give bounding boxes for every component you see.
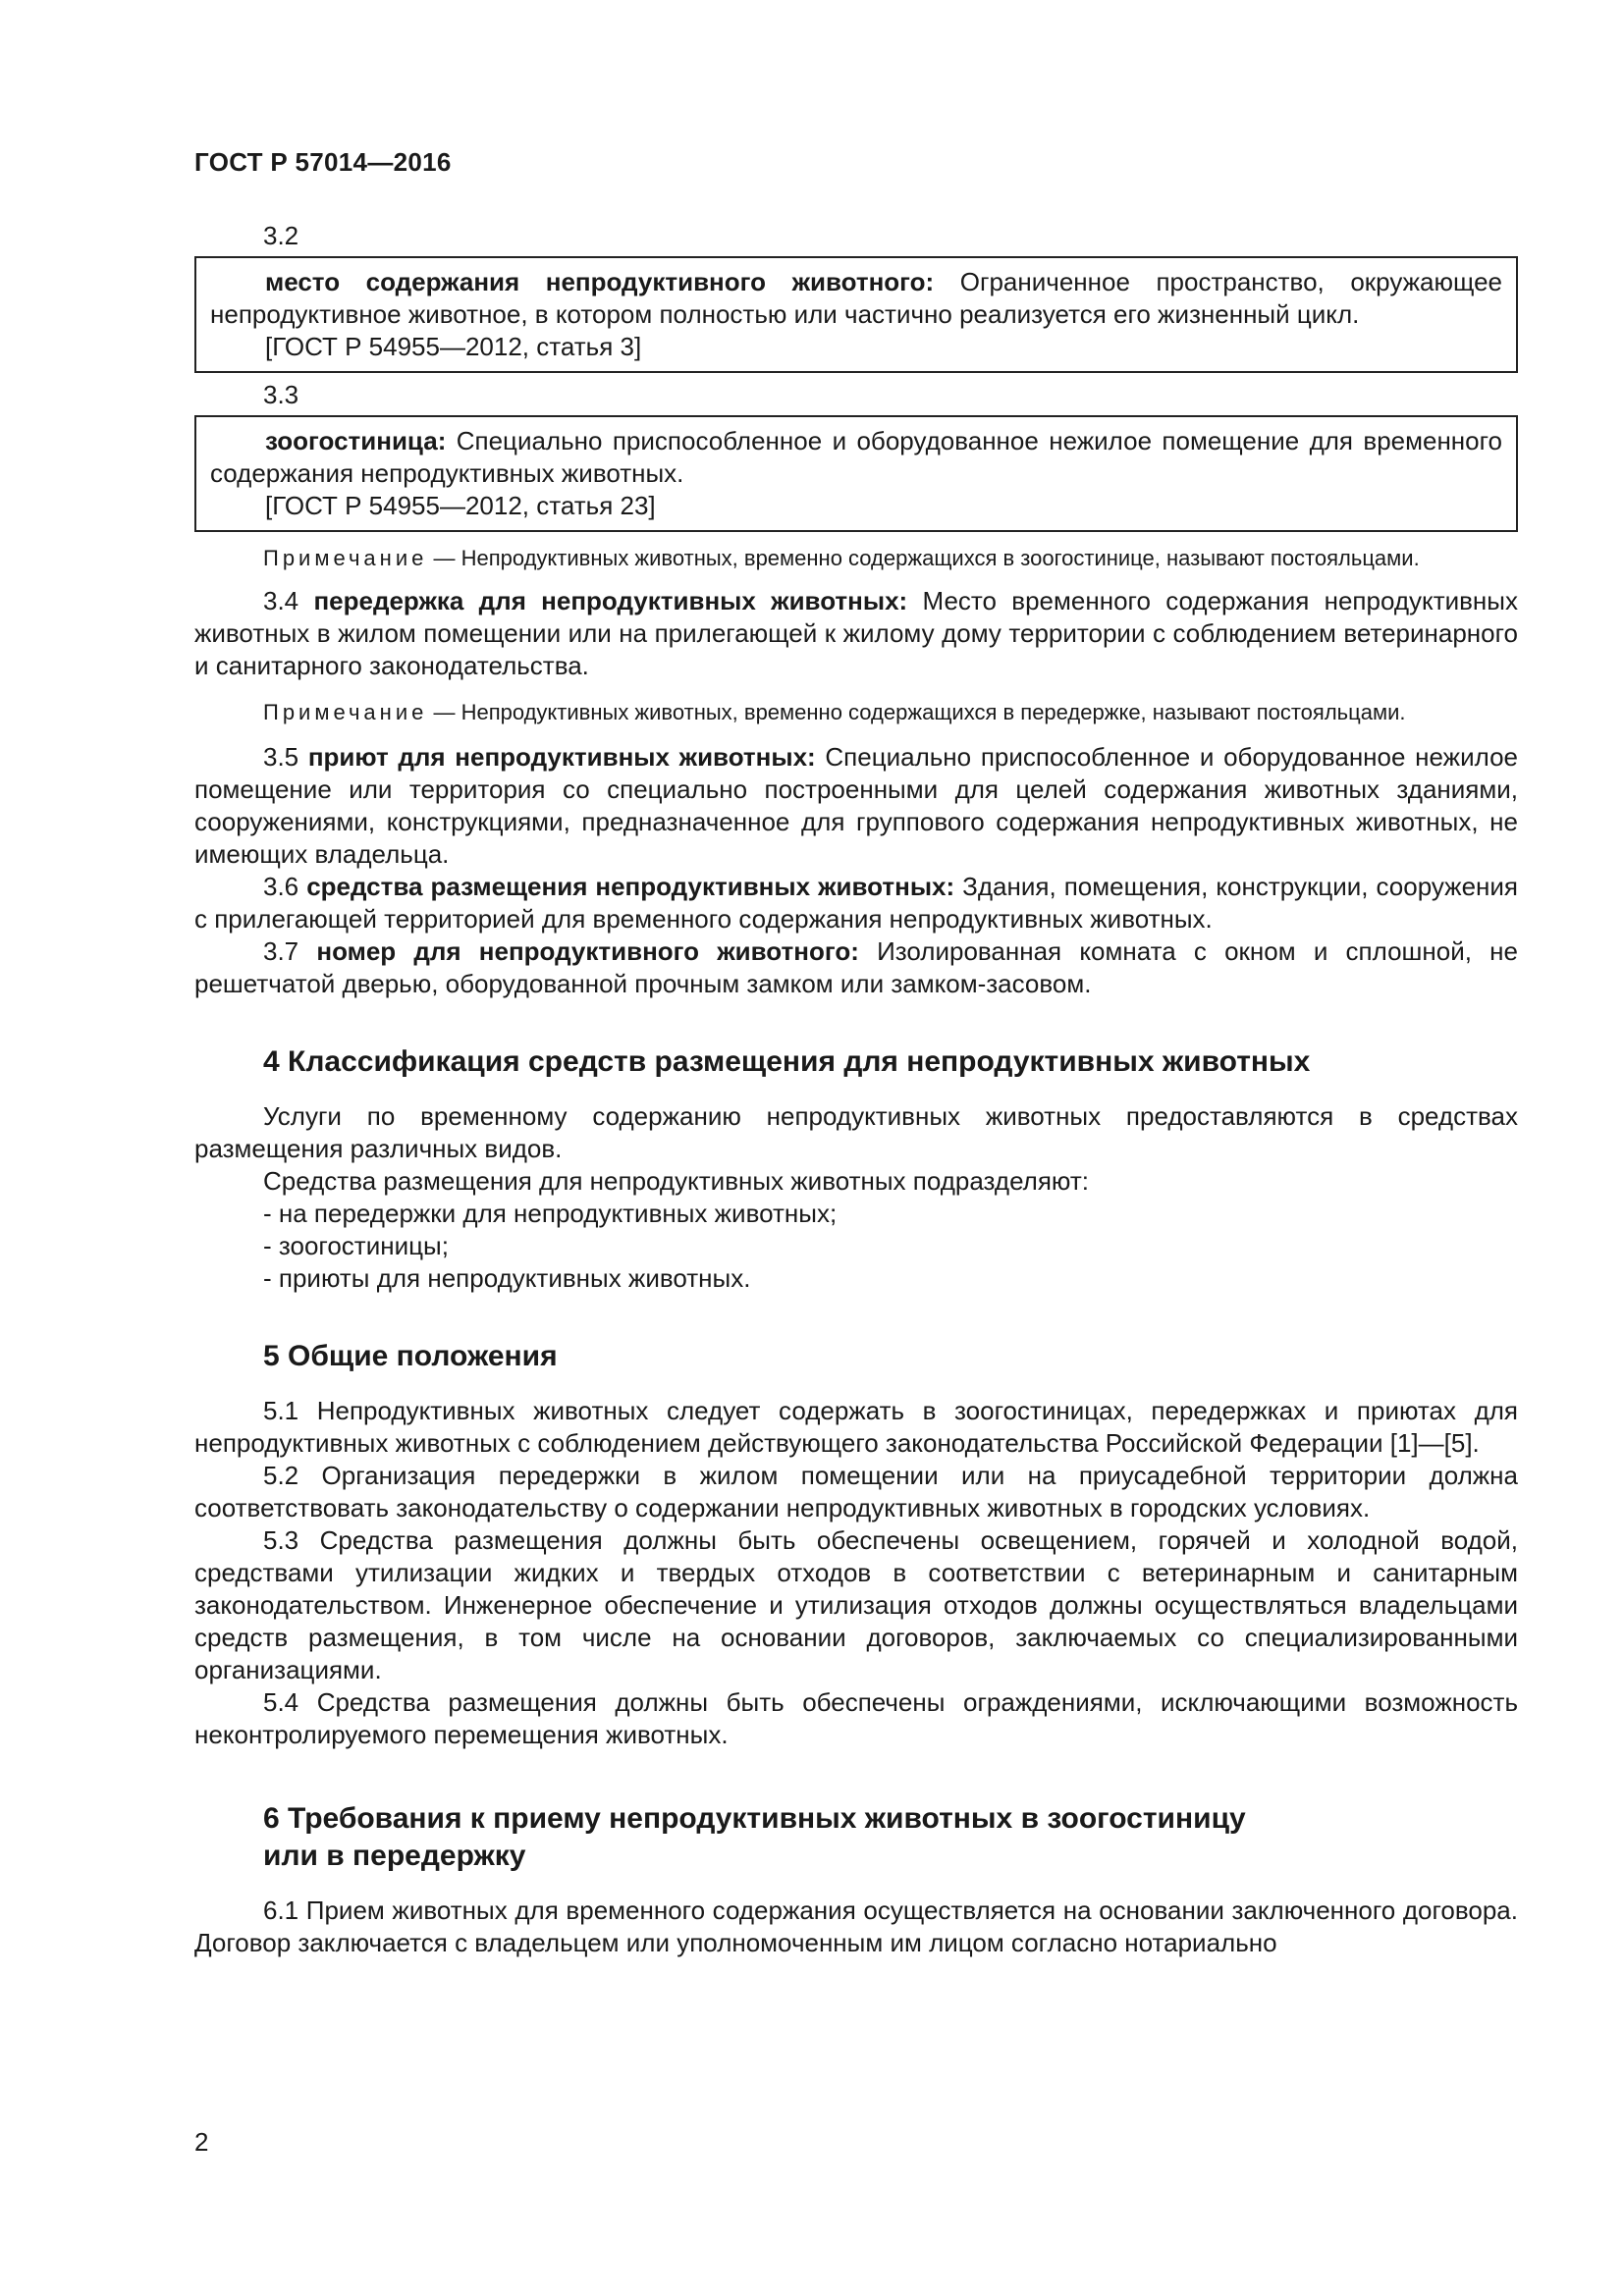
note-text: — Непродуктивных животных, временно содержащихся в передержке, называют постояльцами. xyxy=(427,700,1406,724)
section-5-paragraph-1: 5.1 Непродуктивных животных следует содержать в зоогостиницах, передержках и приютах для непродуктивных животных с соблюдением действующего законодательства Российской Федерации [1]—[5]. xyxy=(194,1396,1518,1458)
term-text-3-4: Место временного содержания непродуктивных животных в жилом помещении или на прилегающей к жилому дому территории с соблюдением ветеринарного и санитарного законодательства. xyxy=(194,586,1518,680)
section-5-paragraph-4: 5.4 Средства размещения должны быть обеспечены ограждениями, исключающими возможность неконтролируемого перемещения животных. xyxy=(194,1687,1518,1749)
note-text: — Непродуктивных животных, временно содержащихся в зоогостинице, называют постояльцами. xyxy=(427,546,1420,570)
section-6-paragraph-1: 6.1 Прием животных для временного содержания осуществляется на основании заключенного договора. Договор заключается с владельцем или уполномоченным им лицом согласно нотариально xyxy=(194,1896,1518,1957)
term-text-3-3: Специально приспособленное и оборудованное нежилое помещение для временного содержания непродуктивных животных. xyxy=(210,426,1502,488)
term-name-3-4: передержка для непродуктивных животных: xyxy=(313,586,908,615)
list-item: - на передержки для непродуктивных животных; xyxy=(263,1199,838,1228)
note-label: Примечание xyxy=(263,546,428,570)
term-definition-3-5 xyxy=(194,741,1518,871)
list-item: - приюты для непродуктивных животных. xyxy=(263,1263,751,1293)
section-6-heading-line-2: или в передержку xyxy=(263,1840,526,1872)
term-number-3-7: 3.7 xyxy=(263,936,317,966)
note-label: Примечание xyxy=(263,700,428,724)
section-5-heading: 5 Общие положения xyxy=(263,1340,558,1372)
document-body xyxy=(194,220,1518,1959)
section-6-heading xyxy=(194,1800,1518,1875)
term-text-3-2: Ограниченное пространство, окружающее непродуктивное животное, в котором полностью или частично реализуется его жизненный цикл. xyxy=(210,267,1502,329)
term-definition-3-7 xyxy=(194,935,1518,1000)
section-4-paragraph-1: Услуги по временному содержанию непродуктивных животных предоставляются в средствах размещения различных видов. xyxy=(194,1101,1518,1163)
term-box-3-2 xyxy=(194,256,1518,373)
section-6-heading-line-1: 6 Требования к приему непродуктивных животных в зоогостиницу xyxy=(263,1802,1246,1835)
section-5-paragraph-2: 5.2 Организация передержки в жилом помещении или на приусадебной территории должна соответствовать законодательству о содержании непродуктивных животных в городских условиях. xyxy=(194,1461,1518,1522)
term-text-3-7: Изолированная комната с окном и сплошной, не решетчатой дверью, оборудованной прочным замком или замком-засовом. xyxy=(194,936,1518,998)
term-number-3-2: 3.2 xyxy=(263,221,299,250)
term-text-3-6: Здания, помещения, конструкции, сооружения с прилегающей территорией для временного содержания непродуктивных животных. xyxy=(194,872,1518,934)
section-4-paragraph-2: Средства размещения для непродуктивных животных подразделяют: xyxy=(263,1166,1089,1196)
list-item: - зоогостиницы; xyxy=(263,1231,449,1260)
term-name-3-5: приют для непродуктивных животных: xyxy=(307,742,816,772)
note-3-4 xyxy=(194,698,1518,727)
term-text-3-5: Специально приспособленное и оборудованное нежилое помещение или территория со специально построенными для целей содержания животных зданиями, сооружениями, конструкциями, предназначенное для группового содержания непродуктивных животных, не имеющих владельца. xyxy=(194,742,1518,869)
document-header-id: ГОСТ Р 57014—2016 xyxy=(194,147,452,177)
term-number-3-5: 3.5 xyxy=(263,742,308,772)
term-definition-3-6 xyxy=(194,871,1518,935)
term-name-3-2: место содержания непродуктивного животного: xyxy=(265,267,935,296)
term-name-3-6: средства размещения непродуктивных животных: xyxy=(306,872,955,901)
term-box-3-3 xyxy=(194,415,1518,532)
page-number: 2 xyxy=(194,2127,209,2157)
term-number-3-6: 3.6 xyxy=(263,872,307,901)
section-4-list xyxy=(194,1198,1518,1295)
term-reference-3-3: [ГОСТ Р 54955—2012, статья 23] xyxy=(265,491,656,520)
section-5-paragraph-3: 5.3 Средства размещения должны быть обеспечены освещением, горячей и холодной водой, средствами утилизации жидких и твердых отходов в соответствии с ветеринарным и санитарным законодательством. Инженерное обеспечение и утилизация отходов должны осуществляться владельцами средств размещения, в том числе на основании договоров, заключаемых со специализированными организациями. xyxy=(194,1525,1518,1684)
term-definition-3-4 xyxy=(194,585,1518,682)
note-3-3 xyxy=(194,544,1518,573)
term-reference-3-2: [ГОСТ Р 54955—2012, статья 3] xyxy=(265,332,642,361)
term-definition-3-2 xyxy=(210,266,1502,331)
term-name-3-3: зоогостиница: xyxy=(265,426,447,455)
term-definition-3-3 xyxy=(210,425,1502,490)
term-name-3-7: номер для непродуктивного животного: xyxy=(316,936,859,966)
section-4-heading: 4 Классификация средств размещения для непродуктивных животных xyxy=(263,1045,1311,1078)
term-number-3-4: 3.4 xyxy=(263,586,314,615)
term-number-3-3: 3.3 xyxy=(263,380,299,409)
